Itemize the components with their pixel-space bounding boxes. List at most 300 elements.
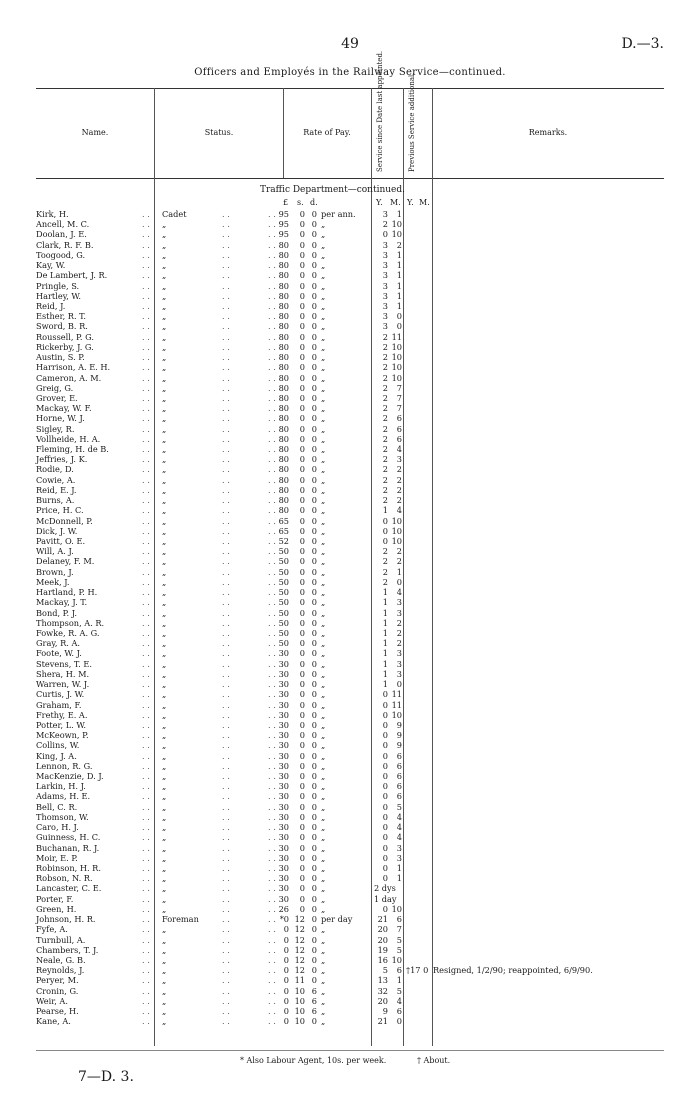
cell-pence: 0 bbox=[311, 239, 317, 250]
leader-dots: . . bbox=[222, 822, 230, 833]
table-row bbox=[0, 250, 700, 260]
cell-name: Robinson, H. R. bbox=[36, 863, 101, 873]
leader-dots: . . bbox=[222, 597, 230, 608]
cell-period: „ bbox=[321, 311, 326, 322]
cell-period: „ bbox=[321, 546, 326, 557]
leader-dots: . . bbox=[142, 842, 150, 853]
cell-shillings: 0 bbox=[299, 699, 305, 710]
cell-shillings: 0 bbox=[299, 372, 305, 383]
leader-dots: . . bbox=[222, 290, 230, 301]
cell-shillings: 0 bbox=[299, 423, 305, 434]
leader-dots: . . bbox=[268, 679, 276, 690]
cell-months: 10 bbox=[391, 362, 402, 373]
leader-dots: . . bbox=[268, 566, 276, 577]
col-header-previous: Previous Service additional. bbox=[408, 72, 416, 172]
leader-dots: . . bbox=[268, 781, 276, 792]
cell-period: „ bbox=[321, 536, 326, 546]
leader-dots: . . bbox=[142, 719, 150, 730]
table-row bbox=[0, 229, 700, 239]
leader-dots: . . bbox=[268, 260, 276, 271]
cell-status: „ bbox=[162, 515, 167, 526]
cell-shillings: 0 bbox=[299, 791, 305, 802]
cell-years: 1 bbox=[382, 505, 388, 516]
cell-shillings: 0 bbox=[299, 760, 305, 771]
cell-period: „ bbox=[321, 781, 326, 792]
leader-dots: . . bbox=[222, 924, 230, 935]
cell-pounds: 26 bbox=[278, 903, 289, 914]
leader-dots: . . bbox=[222, 617, 230, 628]
cell-pounds: 80 bbox=[278, 392, 289, 403]
leader-dots: . . bbox=[222, 985, 230, 996]
leader-dots: . . bbox=[268, 995, 276, 1006]
cell-months: 2 bbox=[396, 239, 402, 250]
table-row bbox=[0, 608, 700, 618]
cell-status: „ bbox=[162, 229, 167, 240]
leader-dots: . . bbox=[268, 760, 276, 771]
cell-status: „ bbox=[162, 719, 167, 730]
cell-months: 0 bbox=[396, 321, 402, 332]
cell-period: „ bbox=[321, 689, 326, 700]
cell-years: 0 bbox=[382, 842, 388, 853]
leader-dots: . . bbox=[222, 873, 230, 884]
leader-dots: . . bbox=[268, 863, 276, 873]
leader-dots: . . bbox=[222, 832, 230, 843]
cell-status: „ bbox=[162, 536, 167, 546]
cell-years: 0 bbox=[382, 515, 388, 526]
cell-status: „ bbox=[162, 392, 167, 403]
leader-dots: . . bbox=[268, 515, 276, 526]
cell-name: Brown, J. bbox=[36, 566, 74, 577]
cell-pence: 6 bbox=[311, 985, 317, 996]
table-row bbox=[0, 700, 700, 710]
cell-shillings: 0 bbox=[299, 546, 305, 557]
leader-dots: . . bbox=[142, 392, 150, 403]
cell-period: „ bbox=[321, 260, 326, 271]
cell-months: 3 bbox=[396, 852, 402, 863]
cell-shillings: 0 bbox=[299, 801, 305, 812]
cell-status: „ bbox=[162, 495, 167, 506]
cell-period: „ bbox=[321, 341, 326, 352]
leader-dots: . . bbox=[268, 883, 276, 894]
cell-shillings: 0 bbox=[299, 321, 305, 332]
cell-pence: 0 bbox=[311, 627, 317, 638]
cell-pounds: 50 bbox=[278, 627, 289, 638]
leader-dots: . . bbox=[222, 300, 230, 311]
leader-dots: . . bbox=[268, 903, 276, 914]
cell-pounds: 0 bbox=[283, 1016, 289, 1027]
cell-months: 3 bbox=[396, 658, 402, 669]
cell-pounds: 50 bbox=[278, 556, 289, 567]
cell-pence: 0 bbox=[311, 474, 317, 485]
cell-years: 2 bbox=[382, 546, 388, 557]
cell-period: „ bbox=[321, 300, 326, 311]
cell-period: „ bbox=[321, 362, 326, 373]
cell-period: „ bbox=[321, 944, 326, 955]
leader-dots: . . bbox=[222, 505, 230, 516]
cell-period: „ bbox=[321, 331, 326, 342]
leader-dots: . . bbox=[142, 934, 150, 945]
leader-dots: . . bbox=[268, 730, 276, 741]
table-row bbox=[0, 434, 700, 444]
unit-months: M. bbox=[390, 198, 401, 207]
cell-period: „ bbox=[321, 607, 326, 618]
cell-pence: 0 bbox=[311, 454, 317, 465]
cell-months: 6 bbox=[396, 423, 402, 434]
cell-name: Guinness, H. C. bbox=[36, 832, 101, 843]
cell-pounds: 80 bbox=[278, 484, 289, 495]
table-row bbox=[0, 464, 700, 474]
cell-shillings: 0 bbox=[299, 229, 305, 240]
cell-months: 6 bbox=[396, 433, 402, 444]
cell-years: 2 bbox=[382, 372, 388, 383]
leader-dots: . . bbox=[222, 433, 230, 444]
cell-months: 6 bbox=[396, 965, 402, 976]
cell-months: 9 bbox=[396, 719, 402, 730]
cell-months: 0 bbox=[396, 576, 402, 587]
cell-pence: 0 bbox=[311, 484, 317, 495]
cell-months: 5 bbox=[396, 801, 402, 812]
cell-pounds: 0 bbox=[283, 1006, 289, 1017]
cell-shillings: 0 bbox=[299, 464, 305, 475]
cell-pence: 0 bbox=[311, 587, 317, 598]
leader-dots: . . bbox=[268, 832, 276, 843]
leader-dots: . . bbox=[142, 903, 150, 914]
table-row bbox=[0, 679, 700, 689]
cell-months: 7 bbox=[396, 382, 402, 393]
cell-months: 6 bbox=[396, 914, 402, 925]
cell-status: „ bbox=[162, 638, 167, 649]
cell-status: „ bbox=[162, 985, 167, 996]
leader-dots: . . bbox=[268, 239, 276, 250]
cell-name: Jeffries, J. K. bbox=[36, 454, 88, 465]
cell-months: 0 bbox=[396, 1016, 402, 1027]
cell-name: Price, H. C. bbox=[36, 505, 84, 516]
table-row bbox=[0, 986, 700, 996]
leader-dots: . . bbox=[222, 392, 230, 403]
cell-period: „ bbox=[321, 760, 326, 771]
cell-name: Kay, W. bbox=[36, 260, 66, 271]
cell-pounds: 80 bbox=[278, 280, 289, 291]
cell-shillings: 12 bbox=[294, 934, 305, 945]
cell-shillings: 0 bbox=[299, 413, 305, 424]
leader-dots: . . bbox=[142, 229, 150, 240]
cell-shillings: 0 bbox=[299, 352, 305, 363]
leader-dots: . . bbox=[142, 576, 150, 587]
table-row bbox=[0, 648, 700, 658]
cell-previous-service: †17 0 bbox=[406, 965, 429, 976]
cell-status: „ bbox=[162, 811, 167, 822]
cell-shillings: 0 bbox=[299, 280, 305, 291]
table-row bbox=[0, 781, 700, 791]
cell-period: „ bbox=[321, 975, 326, 986]
cell-pounds: 30 bbox=[278, 750, 289, 761]
cell-status: „ bbox=[162, 863, 167, 873]
cell-name: Peryer, M. bbox=[36, 975, 79, 986]
table-row bbox=[0, 618, 700, 628]
cell-pence: 0 bbox=[311, 372, 317, 383]
cell-months: 10 bbox=[391, 525, 402, 536]
table-row bbox=[0, 659, 700, 669]
table-row bbox=[0, 526, 700, 536]
leader-dots: . . bbox=[222, 372, 230, 383]
cell-pence: 0 bbox=[311, 352, 317, 363]
cell-status: „ bbox=[162, 556, 167, 567]
table-row bbox=[0, 546, 700, 556]
cell-shillings: 0 bbox=[299, 811, 305, 822]
table-row bbox=[0, 873, 700, 883]
cell-pence: 6 bbox=[311, 1006, 317, 1017]
leader-dots: . . bbox=[142, 249, 150, 260]
cell-name: De Lambert, J. R. bbox=[36, 270, 108, 281]
cell-pence: 0 bbox=[311, 464, 317, 475]
leader-dots: . . bbox=[222, 883, 230, 894]
cell-status: „ bbox=[162, 965, 167, 976]
leader-dots: . . bbox=[268, 893, 276, 904]
cell-status: „ bbox=[162, 709, 167, 720]
leader-dots: . . bbox=[222, 648, 230, 659]
cell-pence: 0 bbox=[311, 883, 317, 894]
cell-years: 1 bbox=[382, 627, 388, 638]
cell-name: Turnbull, A. bbox=[36, 934, 86, 945]
table-row bbox=[0, 965, 700, 975]
cell-pence: 0 bbox=[311, 832, 317, 843]
cell-years: 21 bbox=[377, 914, 388, 925]
leader-dots: . . bbox=[268, 464, 276, 475]
leader-dots: . . bbox=[268, 975, 276, 986]
cell-name: Reid, J. bbox=[36, 300, 66, 311]
leader-dots: . . bbox=[222, 771, 230, 782]
cell-period: per day bbox=[321, 914, 353, 925]
cell-years: 3 bbox=[382, 249, 388, 260]
cell-period: „ bbox=[321, 617, 326, 628]
leader-dots: . . bbox=[222, 474, 230, 485]
leader-dots: . . bbox=[222, 229, 230, 240]
cell-name: Thompson, A. R. bbox=[36, 617, 105, 628]
cell-period: „ bbox=[321, 1006, 326, 1017]
cell-years: 1 bbox=[382, 587, 388, 598]
cell-pounds: 80 bbox=[278, 505, 289, 516]
leader-dots: . . bbox=[142, 771, 150, 782]
cell-pounds: 52 bbox=[278, 536, 289, 546]
leader-dots: . . bbox=[142, 423, 150, 434]
cell-months: 2 bbox=[396, 617, 402, 628]
leader-dots: . . bbox=[268, 801, 276, 812]
cell-years: 20 bbox=[377, 924, 388, 935]
cell-pence: 0 bbox=[311, 392, 317, 403]
leader-dots: . . bbox=[142, 1006, 150, 1017]
cell-period: „ bbox=[321, 454, 326, 465]
cell-months: 5 bbox=[396, 934, 402, 945]
cell-name: Greig, G. bbox=[36, 382, 74, 393]
cell-name: Lennon, R. G. bbox=[36, 760, 93, 771]
cell-months: 1 bbox=[396, 873, 402, 884]
cell-pounds: 30 bbox=[278, 689, 289, 700]
cell-name: Esther, R. T. bbox=[36, 311, 87, 322]
table-row bbox=[0, 373, 700, 383]
cell-shillings: 0 bbox=[299, 617, 305, 628]
leader-dots: . . bbox=[142, 280, 150, 291]
cell-pounds: 50 bbox=[278, 638, 289, 649]
cell-years: 20 bbox=[377, 995, 388, 1006]
cell-status: „ bbox=[162, 740, 167, 751]
cell-years: 2 dys bbox=[374, 883, 396, 894]
cell-name: Lancaster, C. E. bbox=[36, 883, 102, 894]
cell-name: Fleming, H. de B. bbox=[36, 444, 109, 455]
table-row bbox=[0, 689, 700, 699]
col-header-service: Service since Date last appointed. bbox=[376, 50, 384, 172]
cell-name: Gray, R. A. bbox=[36, 638, 80, 649]
cell-pence: 0 bbox=[311, 280, 317, 291]
leader-dots: . . bbox=[222, 954, 230, 965]
cell-name: Grover, E. bbox=[36, 392, 78, 403]
cell-pounds: 50 bbox=[278, 576, 289, 587]
cell-status: „ bbox=[162, 842, 167, 853]
cell-months: 2 bbox=[396, 627, 402, 638]
leader-dots: . . bbox=[268, 627, 276, 638]
cell-months: 10 bbox=[391, 709, 402, 720]
cell-status: „ bbox=[162, 505, 167, 516]
leader-dots: . . bbox=[142, 597, 150, 608]
cell-pounds: 50 bbox=[278, 597, 289, 608]
leader-dots: . . bbox=[222, 423, 230, 434]
cell-period: „ bbox=[321, 934, 326, 945]
leader-dots: . . bbox=[268, 965, 276, 976]
cell-pounds: 80 bbox=[278, 352, 289, 363]
cell-name: Pavitt, O. E. bbox=[36, 536, 86, 546]
leader-dots: . . bbox=[222, 719, 230, 730]
cell-period: „ bbox=[321, 280, 326, 291]
leader-dots: . . bbox=[268, 270, 276, 281]
cell-months: 7 bbox=[396, 924, 402, 935]
leader-dots: . . bbox=[142, 413, 150, 424]
cell-shillings: 0 bbox=[299, 566, 305, 577]
cell-period: „ bbox=[321, 801, 326, 812]
cell-pounds: 80 bbox=[278, 382, 289, 393]
table-row bbox=[0, 454, 700, 464]
cell-status: „ bbox=[162, 934, 167, 945]
cell-name: Cowie, A. bbox=[36, 474, 76, 485]
cell-years: 0 bbox=[382, 760, 388, 771]
leader-dots: . . bbox=[142, 893, 150, 904]
table-row bbox=[0, 730, 700, 740]
cell-years: 2 bbox=[382, 484, 388, 495]
cell-name: MacKenzie, D. J. bbox=[36, 771, 104, 782]
leader-dots: . . bbox=[268, 505, 276, 516]
leader-dots: . . bbox=[142, 863, 150, 873]
cell-name: Thomson, W. bbox=[36, 811, 89, 822]
cell-pence: 0 bbox=[311, 679, 317, 690]
cell-name: Chambers, T. J. bbox=[36, 944, 99, 955]
cell-shillings: 10 bbox=[294, 1006, 305, 1017]
leader-dots: . . bbox=[222, 679, 230, 690]
cell-name: Mackay, J. T. bbox=[36, 597, 88, 608]
cell-status: Foreman bbox=[162, 914, 199, 925]
cell-name: Bell, C. R. bbox=[36, 801, 78, 812]
cell-shillings: 0 bbox=[299, 239, 305, 250]
cell-years: 1 bbox=[382, 617, 388, 628]
cell-pence: 0 bbox=[311, 750, 317, 761]
leader-dots: . . bbox=[268, 873, 276, 884]
cell-pounds: 0 bbox=[283, 934, 289, 945]
cell-months: 9 bbox=[396, 730, 402, 741]
cell-months: 2 bbox=[396, 474, 402, 485]
cell-months: 1 bbox=[396, 300, 402, 311]
cell-status: „ bbox=[162, 474, 167, 485]
cell-years: 2 bbox=[382, 392, 388, 403]
cell-years: 2 bbox=[382, 454, 388, 465]
cell-pence: 0 bbox=[311, 638, 317, 649]
cell-years: 2 bbox=[382, 556, 388, 567]
cell-months: 10 bbox=[391, 536, 402, 546]
cell-pounds: 50 bbox=[278, 617, 289, 628]
cell-shillings: 0 bbox=[299, 576, 305, 587]
cell-years: 3 bbox=[382, 209, 388, 219]
table-row bbox=[0, 996, 700, 1006]
cell-months: 10 bbox=[391, 352, 402, 363]
leader-dots: . . bbox=[222, 587, 230, 598]
cell-status: „ bbox=[162, 627, 167, 638]
cell-shillings: 0 bbox=[299, 209, 305, 219]
cell-months: 10 bbox=[391, 372, 402, 383]
cell-months: 10 bbox=[391, 515, 402, 526]
cell-name: Austin, S. P. bbox=[36, 352, 85, 363]
table-row bbox=[0, 771, 700, 781]
cell-pounds: 95 bbox=[278, 229, 289, 240]
cell-shillings: 10 bbox=[294, 995, 305, 1006]
leader-dots: . . bbox=[268, 525, 276, 536]
cell-status: „ bbox=[162, 444, 167, 455]
cell-shillings: 0 bbox=[299, 709, 305, 720]
cell-period: „ bbox=[321, 556, 326, 567]
leader-dots: . . bbox=[222, 1006, 230, 1017]
cell-period: „ bbox=[321, 372, 326, 383]
cell-name: Cronin, G. bbox=[36, 985, 79, 996]
cell-status: „ bbox=[162, 566, 167, 577]
table-row bbox=[0, 863, 700, 873]
cell-pounds: 80 bbox=[278, 362, 289, 373]
cell-name: Horne, W. J. bbox=[36, 413, 85, 424]
cell-name: Hartley, W. bbox=[36, 290, 82, 301]
leader-dots: . . bbox=[222, 709, 230, 720]
cell-months: 6 bbox=[396, 791, 402, 802]
table-row bbox=[0, 628, 700, 638]
cell-name: Adams, H. E. bbox=[36, 791, 91, 802]
cell-name: Will, A. J. bbox=[36, 546, 74, 557]
cell-period: „ bbox=[321, 658, 326, 669]
cell-pounds: 80 bbox=[278, 311, 289, 322]
cell-period: „ bbox=[321, 597, 326, 608]
cell-pounds: 0 bbox=[283, 985, 289, 996]
cell-years: 0 bbox=[382, 791, 388, 802]
leader-dots: . . bbox=[142, 750, 150, 761]
cell-pence: 0 bbox=[311, 924, 317, 935]
cell-status: „ bbox=[162, 760, 167, 771]
cell-shillings: 0 bbox=[299, 638, 305, 649]
staff-table-body bbox=[0, 209, 700, 1027]
table-row bbox=[0, 424, 700, 434]
cell-status: „ bbox=[162, 822, 167, 833]
cell-shillings: 0 bbox=[299, 597, 305, 608]
cell-years: 3 bbox=[382, 280, 388, 291]
cell-status: „ bbox=[162, 1006, 167, 1017]
cell-months: 7 bbox=[396, 403, 402, 414]
cell-name: Warren, W. J. bbox=[36, 679, 90, 690]
cell-period: „ bbox=[321, 229, 326, 240]
cell-period: „ bbox=[321, 495, 326, 506]
cell-months: 7 bbox=[396, 392, 402, 403]
cell-shillings: 11 bbox=[294, 975, 305, 986]
cell-period: „ bbox=[321, 852, 326, 863]
